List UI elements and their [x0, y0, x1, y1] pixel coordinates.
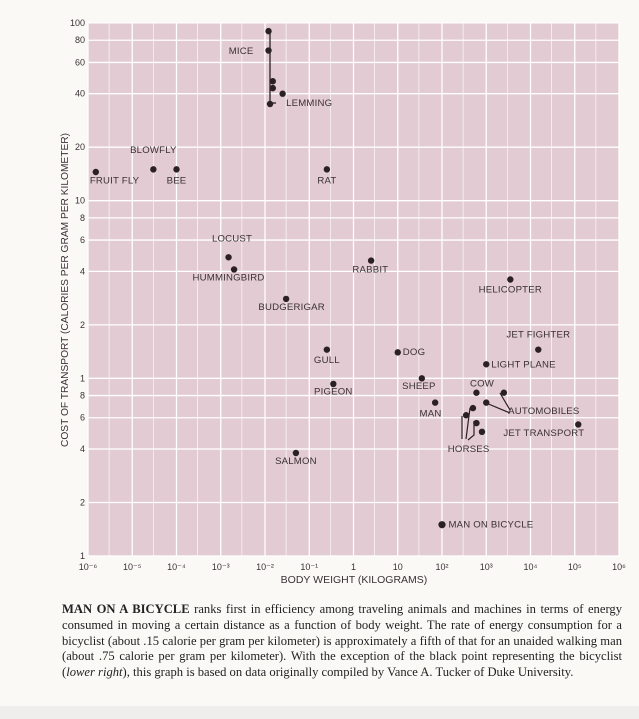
point-label: RAT — [317, 175, 337, 187]
point-label: JET TRANSPORT — [503, 427, 585, 439]
x-tick-label: 10 — [392, 562, 403, 572]
data-point — [473, 390, 479, 396]
y-tick-label: 40 — [74, 88, 85, 99]
x-tick-label: 10⁻² — [256, 562, 274, 572]
data-point — [225, 254, 231, 260]
x-tick-label: 10⁶ — [612, 562, 626, 572]
data-point — [93, 169, 99, 175]
y-tick-label: 4 — [79, 266, 85, 277]
x-tick-label: 10⁻⁴ — [167, 562, 186, 572]
y-tick-label: 2 — [79, 497, 85, 508]
data-point — [483, 399, 489, 405]
y-tick-label: 4 — [79, 444, 85, 455]
caption-title: MAN ON A BICYCLE — [62, 602, 190, 616]
point-label: GULL — [313, 354, 340, 366]
caption-text-2: ), this graph is based on data originally compiled by Vance A. Tucker of Duke University. — [122, 665, 574, 680]
data-point — [501, 390, 507, 396]
x-tick-label: 10⁻³ — [211, 562, 230, 572]
y-tick-label: 10 — [74, 195, 85, 206]
data-point — [395, 349, 401, 355]
x-axis-title: BODY WEIGHT (KILOGRAMS) — [280, 574, 428, 586]
data-point — [173, 166, 179, 172]
x-tick-label: 10² — [435, 562, 449, 572]
point-label: PIGEON — [314, 386, 353, 398]
y-tick-label: 80 — [74, 35, 85, 46]
caption-emphasis: lower right — [66, 665, 123, 680]
y-tick-label: 6 — [79, 235, 85, 246]
point-label: MAN — [419, 408, 442, 420]
point-label: SHEEP — [402, 381, 436, 393]
point-label: RABBIT — [352, 264, 389, 276]
point-label: JET FIGHTER — [506, 329, 571, 341]
data-point — [483, 361, 489, 367]
point-label: MAN ON BICYCLE — [448, 519, 534, 531]
data-point — [575, 421, 581, 427]
point-label: DOG — [402, 347, 426, 359]
point-label: HELICOPTER — [478, 284, 542, 296]
data-point — [473, 420, 479, 426]
data-point — [432, 399, 438, 405]
point-label: LOCUST — [211, 233, 253, 245]
x-tick-label: 10³ — [479, 562, 493, 572]
data-point — [270, 85, 276, 91]
y-tick-label: 20 — [74, 142, 85, 153]
point-label: MICE — [228, 45, 254, 57]
data-point — [535, 346, 541, 352]
data-point — [265, 28, 271, 34]
y-tick-label: 2 — [79, 319, 85, 330]
y-tick-label: 1 — [79, 551, 85, 561]
data-point — [150, 166, 156, 172]
data-point — [507, 276, 513, 282]
data-point — [279, 91, 285, 97]
data-point — [324, 346, 330, 352]
data-point — [270, 78, 276, 84]
point-label: HORSES — [447, 443, 490, 455]
y-tick-label: 8 — [79, 390, 85, 401]
figure-caption — [62, 602, 622, 681]
data-point — [265, 47, 271, 53]
data-point — [267, 101, 273, 107]
data-point-highlight — [438, 521, 445, 528]
point-label: LEMMING — [286, 98, 333, 110]
page-bottom-strip — [0, 706, 639, 719]
x-tick-label: 10⁻⁶ — [78, 562, 98, 572]
y-tick-label: 60 — [74, 57, 85, 68]
point-label: BUDGERIGAR — [258, 302, 325, 314]
point-label: LIGHT PLANE — [491, 359, 556, 371]
data-point — [463, 412, 469, 418]
y-axis-title: COST OF TRANSPORT (CALORIES PER GRAM PER KILOMETER) — [60, 133, 71, 447]
data-point — [283, 296, 289, 302]
x-tick-label: 10⁴ — [523, 562, 538, 572]
x-tick-label: 10⁵ — [567, 562, 582, 572]
data-point — [324, 166, 330, 172]
y-tick-label: 100 — [69, 18, 85, 28]
point-label: BLOWFLY — [130, 145, 177, 157]
point-label: AUTOMOBILES — [508, 405, 580, 417]
x-tick-label: 10⁻¹ — [300, 562, 319, 572]
x-tick-label: 10⁻⁵ — [123, 562, 142, 572]
point-label: BEE — [166, 175, 187, 187]
caption-text-1: ranks first in efficiency among traveling animals and machines in terms of energy consumed in moving a certain distance as a function of body weight. The rate of energy consumption for a bicyclist (about .15 calorie per gram per kilometer) is approximately a fifth of that for an unaided walking man (about .75 calorie per gram per kilometer). With the exception of the black point representing the bicyclist ( — [62, 602, 622, 680]
data-point — [368, 257, 374, 263]
point-label: HUMMINGBIRD — [192, 272, 265, 284]
point-label: COW — [469, 378, 494, 390]
y-tick-label: 8 — [79, 212, 85, 223]
point-label: SALMON — [275, 455, 317, 467]
y-tick-label: 1 — [79, 373, 85, 384]
data-point — [470, 405, 476, 411]
point-label: FRUIT FLY — [89, 175, 140, 187]
x-tick-label: 1 — [350, 562, 357, 572]
y-tick-label: 6 — [79, 412, 85, 423]
data-point — [479, 429, 485, 435]
